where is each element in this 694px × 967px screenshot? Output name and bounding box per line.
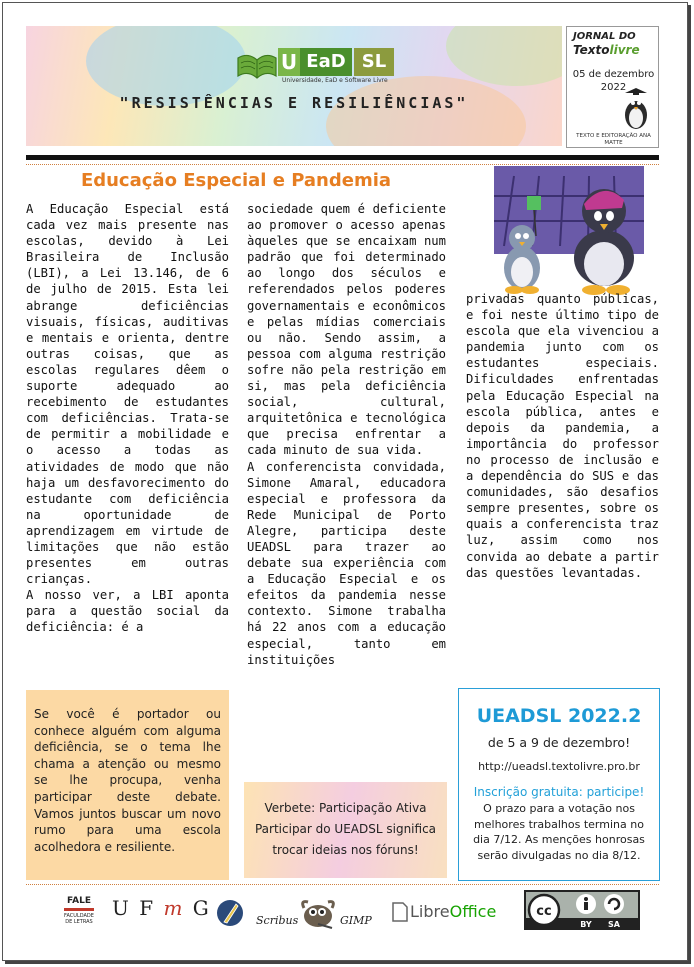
article-column-3 xyxy=(466,291,659,681)
scribus-label: Scribus xyxy=(256,914,299,927)
ufmg-m: m xyxy=(163,896,185,920)
logo-ead: EaD xyxy=(300,48,352,76)
jornal-line1: JORNAL DO xyxy=(573,31,636,42)
paragraph: sociedade quem é deficiente ao promover o acesso apenas àqueles que se encaixam num padrão que foi determinado ao longo dos séculos e referendados pelos poderes governamentais e econômicos e pelas mídias comerciais ou não. Sendo assim, a pessoa com alguma restrição sofre não pela restrição em si, mas pela deficiência social, cultural, arquitetônica e tecnológica que precisa enfrentar a cada minuto de sua vida. xyxy=(247,202,446,458)
gimp-icon xyxy=(298,896,338,930)
ufmg-g: G xyxy=(192,896,211,920)
penguins-computer-illustration xyxy=(494,166,659,296)
credits: TEXTO E EDITORAÇÃO ANA MATTE xyxy=(576,133,651,146)
verbete-box xyxy=(244,782,447,878)
issue-year: 2022 xyxy=(600,82,627,93)
logo-u: U xyxy=(278,48,300,76)
libreoffice-libre: Libre xyxy=(410,902,450,921)
fale-subtitle: FACULDADE DE LETRAS xyxy=(64,913,94,925)
footer-logos xyxy=(26,890,659,940)
newsletter-title: "RESISTÊNCIAS E RESILIÊNCIAS" xyxy=(119,94,469,112)
paragraph: A nosso ver, a LBI aponta para a questão social da deficiência: é a xyxy=(26,588,229,635)
jornal-texto: Texto xyxy=(573,43,610,57)
footer-rule xyxy=(26,884,659,885)
libreoffice-office: Office xyxy=(449,902,497,921)
verbete-title: Verbete: Participação Ativa xyxy=(264,801,427,815)
article-column-2 xyxy=(247,201,446,772)
article-column-1 xyxy=(26,201,229,691)
paragraph: A conferencista convidada, Simone Amaral, educadora especial e professora da Rede Municipal de Porto Alegre, participa deste UEADSL para trazer ao debate sua experiência com a Educação Especial e os efeitos da pandemia nesse contexto. Simone trabalha há 22 anos com a educação especial, tanto em instituições xyxy=(247,459,446,667)
ufmg-uf: U F xyxy=(112,896,156,920)
book-icon xyxy=(236,50,278,80)
support-box xyxy=(26,690,229,880)
fale-logo xyxy=(64,896,94,925)
registration-call: Inscrição gratuita: participe! xyxy=(473,785,645,799)
cc-by: BY xyxy=(580,920,592,929)
paragraph: A Educação Especial está cada vez mais presente nas escolas, devido à Lei Brasileira de Inclusão (LBI), a Lei 13.146, de 6 de julho de 2015. Esta lei abrange deficiências visuais, físicas, auditivas e mentais e orienta, dentre outras coisas, que as escolas regulares dêem o suporte adequado ao recebimento de estudantes com deficiências. Trata-se de permitir a mobilidade e o acesso a todas as atividades de modo que não haja um desfavorecimento do estudante com deficiência na oportunidade de aprendizagem em virtude de limitações que não estão presentes em outras crianças. xyxy=(26,202,229,587)
logo-tagline: Universidade, EaD e Software Livre xyxy=(282,77,388,84)
support-text: Se você é portador ou conhece alguém com alguma deficiência, se o tema lhe chama a atenção ou mesmo se lhe procupa, venha participar deste debate. Vamos juntos buscar um novo rumo para uma escola acolhedora e resiliente. xyxy=(34,707,221,854)
paragraph: privadas quanto públicas, e foi neste último tipo de escola que ela vivenciou a pandemia junto com os estudantes especiais. Dificuldades enfrentadas pela Educação Especial na escola pública, antes e depois da pandemia, a importância do professor no processo de inclusão e a dependência do SUS e das comunidades, são desafios sempre presentes, sobre os quais a conferencista traz luz, assim como nos convida ao debate a partir das questões levantadas. xyxy=(466,292,659,580)
event-title: UEADSL 2022.2 xyxy=(476,705,642,727)
creative-commons-by-sa-badge xyxy=(524,890,640,930)
cc-sa: SA xyxy=(608,920,620,929)
jornal-box xyxy=(566,26,659,148)
event-url-link[interactable]: http://ueadsl.textolivre.pro.br xyxy=(478,760,640,773)
penguin-graduate-icon xyxy=(619,87,653,131)
gimp-label: GIMP xyxy=(340,914,372,927)
header-rule xyxy=(26,155,659,160)
jornal-line2 xyxy=(573,43,640,57)
ufmg-logo xyxy=(112,896,211,920)
scribus-icon xyxy=(216,898,244,928)
logo-sl: SL xyxy=(354,48,394,76)
ueadsl-logo xyxy=(236,44,406,84)
svg-text:cc: cc xyxy=(536,904,552,919)
jornal-livre: livre xyxy=(609,43,640,57)
verbete-text: Participar do UEADSL significa trocar ideias nos fóruns! xyxy=(254,822,437,857)
dotted-rule xyxy=(26,164,659,165)
fale-name: FALE xyxy=(67,896,91,906)
voting-note: O prazo para a votação nos melhores trabalhos termina no dia 7/12. As menções honrosas serão divulgadas no dia 8/12. xyxy=(473,802,645,862)
libreoffice-label xyxy=(410,902,496,921)
libreoffice-icon xyxy=(392,902,408,922)
event-dates: de 5 a 9 de dezembro! xyxy=(487,735,631,750)
issue-date: 05 de dezembro xyxy=(572,69,655,80)
article-title: Educação Especial e Pandemia xyxy=(80,170,392,191)
event-box xyxy=(458,688,660,881)
header-banner xyxy=(26,26,562,146)
